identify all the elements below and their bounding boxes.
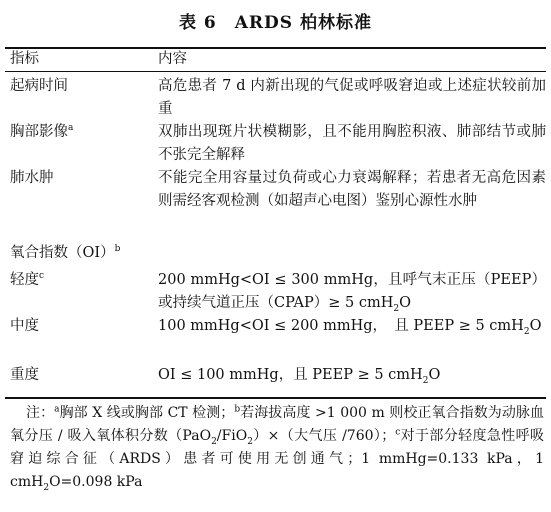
- criteria-table: [10, 49, 546, 387]
- table-row-edema: [10, 167, 546, 238]
- table-row-imaging: [10, 121, 546, 167]
- row-label: 重度: [10, 367, 39, 383]
- table-header-row: [10, 49, 546, 70]
- row-label: 氧合指数（OI）$^b$: [10, 244, 121, 261]
- table-row-mild: [10, 265, 546, 315]
- row-label: 肺水肿: [10, 170, 54, 186]
- bottom-rule: [5, 397, 546, 399]
- row-label: 起病时间: [10, 78, 68, 94]
- row-content: 不能完全用容量过负荷或心力衰竭解释；若患者无高危因素则需经客观检测（如超声心电图）鉴别心源性水肿: [158, 170, 546, 209]
- table-row-moderate: [10, 315, 546, 364]
- row-label: 轻度$^c$: [10, 271, 45, 288]
- header-indicator: 指标: [10, 51, 39, 67]
- table-row-onset: [10, 70, 546, 121]
- row-content: 200 mmHg<OI ≤ 300 mmHg，且呼气末正压（PEEP）或持续气道正压（CPAP）≥ 5 cmH$_2$O: [158, 272, 546, 314]
- row-content: OI ≤ 100 mmHg，且 PEEP ≥ 5 cmH$_2$O: [158, 367, 441, 386]
- row-content: 高危患者 7 d 内新出现的气促或呼吸窘迫或上述症状较前加重: [158, 78, 546, 117]
- table-row-oi: [10, 238, 546, 265]
- row-content: 双肺出现斑片状模糊影，且不能用胸腔积液、肺部结节或肺不张完全解释: [158, 124, 546, 163]
- table-title: 表 6 ARDS 柏林标准: [178, 13, 372, 33]
- row-content: 100 mmHg<OI ≤ 200 mmHg， 且 PEEP ≥ 5 cmH$_2$O: [158, 318, 542, 337]
- table-footnote: 注：$^a$胸部 X 线或胸部 CT 检测；$^b$若海拔高度 >1 000 m 则校正氧合指数为动脉血氧分压 / 吸入氧体积分数（PaO$_2$/FiO$_2$）×（大气压 /760）；$^c$对于部分轻度急性呼吸窘迫综合征（ARDS）患者可使用无创通气；1 mmHg=0.133 kPa，1 cmH$_2$O=0.098 kPa: [10, 404, 545, 493]
- row-label: 中度: [10, 318, 39, 334]
- table-row-severe: [10, 364, 546, 387]
- header-content: 内容: [158, 51, 187, 67]
- row-label: 胸部影像$^a$: [10, 123, 74, 140]
- row-content: [158, 238, 546, 265]
